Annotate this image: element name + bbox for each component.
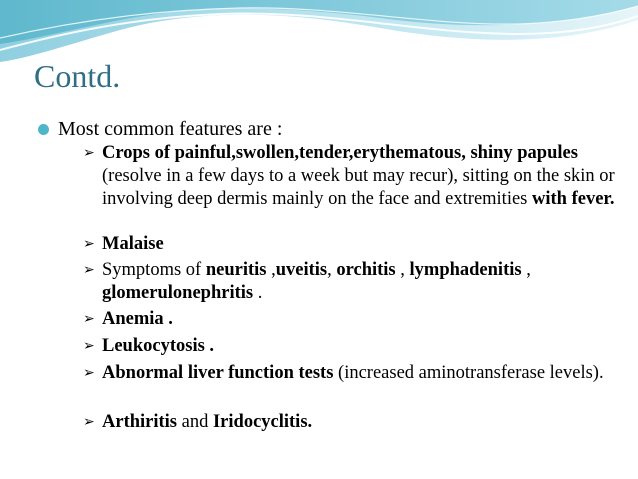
- item-bold-text: Arthiritis: [102, 412, 178, 432]
- list-item: [83, 308, 622, 331]
- item-bold-text: lymphadenitis: [409, 260, 522, 280]
- item-plain-text: ,: [327, 260, 337, 280]
- item-plain-text: ,: [395, 260, 410, 280]
- item-bold-text: Leukocytosis .: [102, 336, 215, 356]
- item-text: [102, 412, 312, 432]
- intro-text: Most common features are :: [58, 118, 283, 140]
- round-bullet-icon: [38, 124, 49, 135]
- arrow-bullet-icon: ➢: [83, 311, 95, 327]
- item-bold-text: Anemia .: [102, 309, 173, 329]
- item-plain-text: Symptoms of: [102, 260, 206, 280]
- item-plain-text: (increased aminotransferase levels).: [333, 363, 604, 383]
- item-bold-text: glomerulonephritis: [102, 283, 254, 303]
- item-text: [102, 363, 604, 383]
- list-item: [83, 362, 622, 385]
- item-text: [102, 336, 214, 356]
- arrow-bullet-icon: ➢: [83, 338, 95, 354]
- item-plain-text: ,: [521, 260, 531, 280]
- arrow-bullet-icon: ➢: [83, 145, 95, 161]
- list-item: [83, 335, 622, 358]
- item-plain-text: (resolve in a few days to a week but may recur), sitting on the skin or involving deep dermis mainly on the face and extremities: [102, 166, 615, 209]
- arrow-bullet-icon: ➢: [83, 365, 95, 381]
- item-bold-text: orchitis: [336, 260, 396, 280]
- list-item: [83, 233, 622, 256]
- list-item: [83, 142, 622, 211]
- item-bold-text: with fever.: [532, 189, 615, 209]
- item-bold-text: Malaise: [102, 234, 164, 254]
- item-plain-text: and: [177, 412, 213, 432]
- item-plain-text: ,: [266, 260, 276, 280]
- item-text: [102, 143, 615, 209]
- item-text: [102, 234, 164, 254]
- arrow-bullet-icon: ➢: [83, 262, 95, 278]
- item-bold-text: neuritis: [205, 260, 267, 280]
- item-text: [102, 309, 173, 329]
- list-item: [83, 411, 622, 434]
- item-bold-text: uveitis: [275, 260, 328, 280]
- item-bold-text: Abnormal liver function tests: [102, 363, 334, 383]
- item-bold-text: Iridocyclitis.: [212, 412, 313, 432]
- item-bold-text: Crops of painful,swollen,tender,erythematous, shiny papules: [102, 143, 578, 163]
- item-text: [102, 260, 531, 303]
- arrow-bullet-icon: ➢: [83, 236, 95, 252]
- list-item: [83, 259, 622, 305]
- arrow-bullet-icon: ➢: [83, 414, 95, 430]
- slide-title: Contd.: [34, 58, 121, 94]
- item-plain-text: .: [253, 283, 263, 303]
